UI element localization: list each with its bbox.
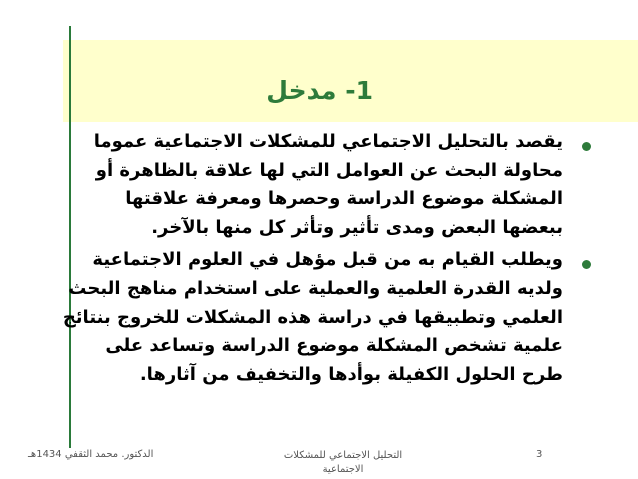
slide-title: 1- مدخل bbox=[266, 76, 373, 105]
footer-page-number: 3 bbox=[536, 449, 543, 460]
footer-course-title bbox=[268, 449, 418, 477]
bullet-line: ببعضها البعض ومدى تأثير وتأثر كل منها بالآخر. bbox=[151, 216, 563, 238]
bullet-dot-icon bbox=[582, 142, 591, 151]
bullet-line: يقصد بالتحليل الاجتماعي للمشكلات الاجتماعية عموما bbox=[93, 131, 563, 152]
bullet-line: ويطلب القيام به من قبل مؤهل في العلوم الاجتماعية bbox=[92, 249, 563, 271]
bullet-list bbox=[30, 128, 595, 393]
footer-author: الدكتور. محمد الثقفي 1434هـ bbox=[28, 449, 154, 460]
bullet-line: ولديه القدرة العلمية والعملية على استخدام مناهج البحث bbox=[68, 277, 563, 299]
bullet-line: علمية تشخص المشكلة موضوع الدراسة وتساعد على bbox=[105, 335, 563, 357]
footer-course-line-1: التحليل الاجتماعي للمشكلات bbox=[283, 450, 403, 461]
bullet-line: طرح الحلول الكفيلة بوأدها والتخفيف من آثارها. bbox=[139, 363, 563, 385]
footer-course-line-2: الاجتماعية bbox=[322, 464, 364, 475]
bullet-line: محاولة البحث عن العوامل التي لها علاقة بالظاهرة أو bbox=[95, 159, 563, 181]
bullet-dot-icon bbox=[582, 260, 591, 269]
bullet-item-1 bbox=[30, 128, 595, 242]
bullet-item-2 bbox=[30, 246, 595, 389]
bullet-line: العلمي وتطبيقها في دراسة هذه المشكلات للخروج بنتائج bbox=[62, 306, 563, 328]
bullet-line: المشكلة موضوع الدراسة وحصرها ومعرفة علاقتها bbox=[125, 188, 563, 210]
